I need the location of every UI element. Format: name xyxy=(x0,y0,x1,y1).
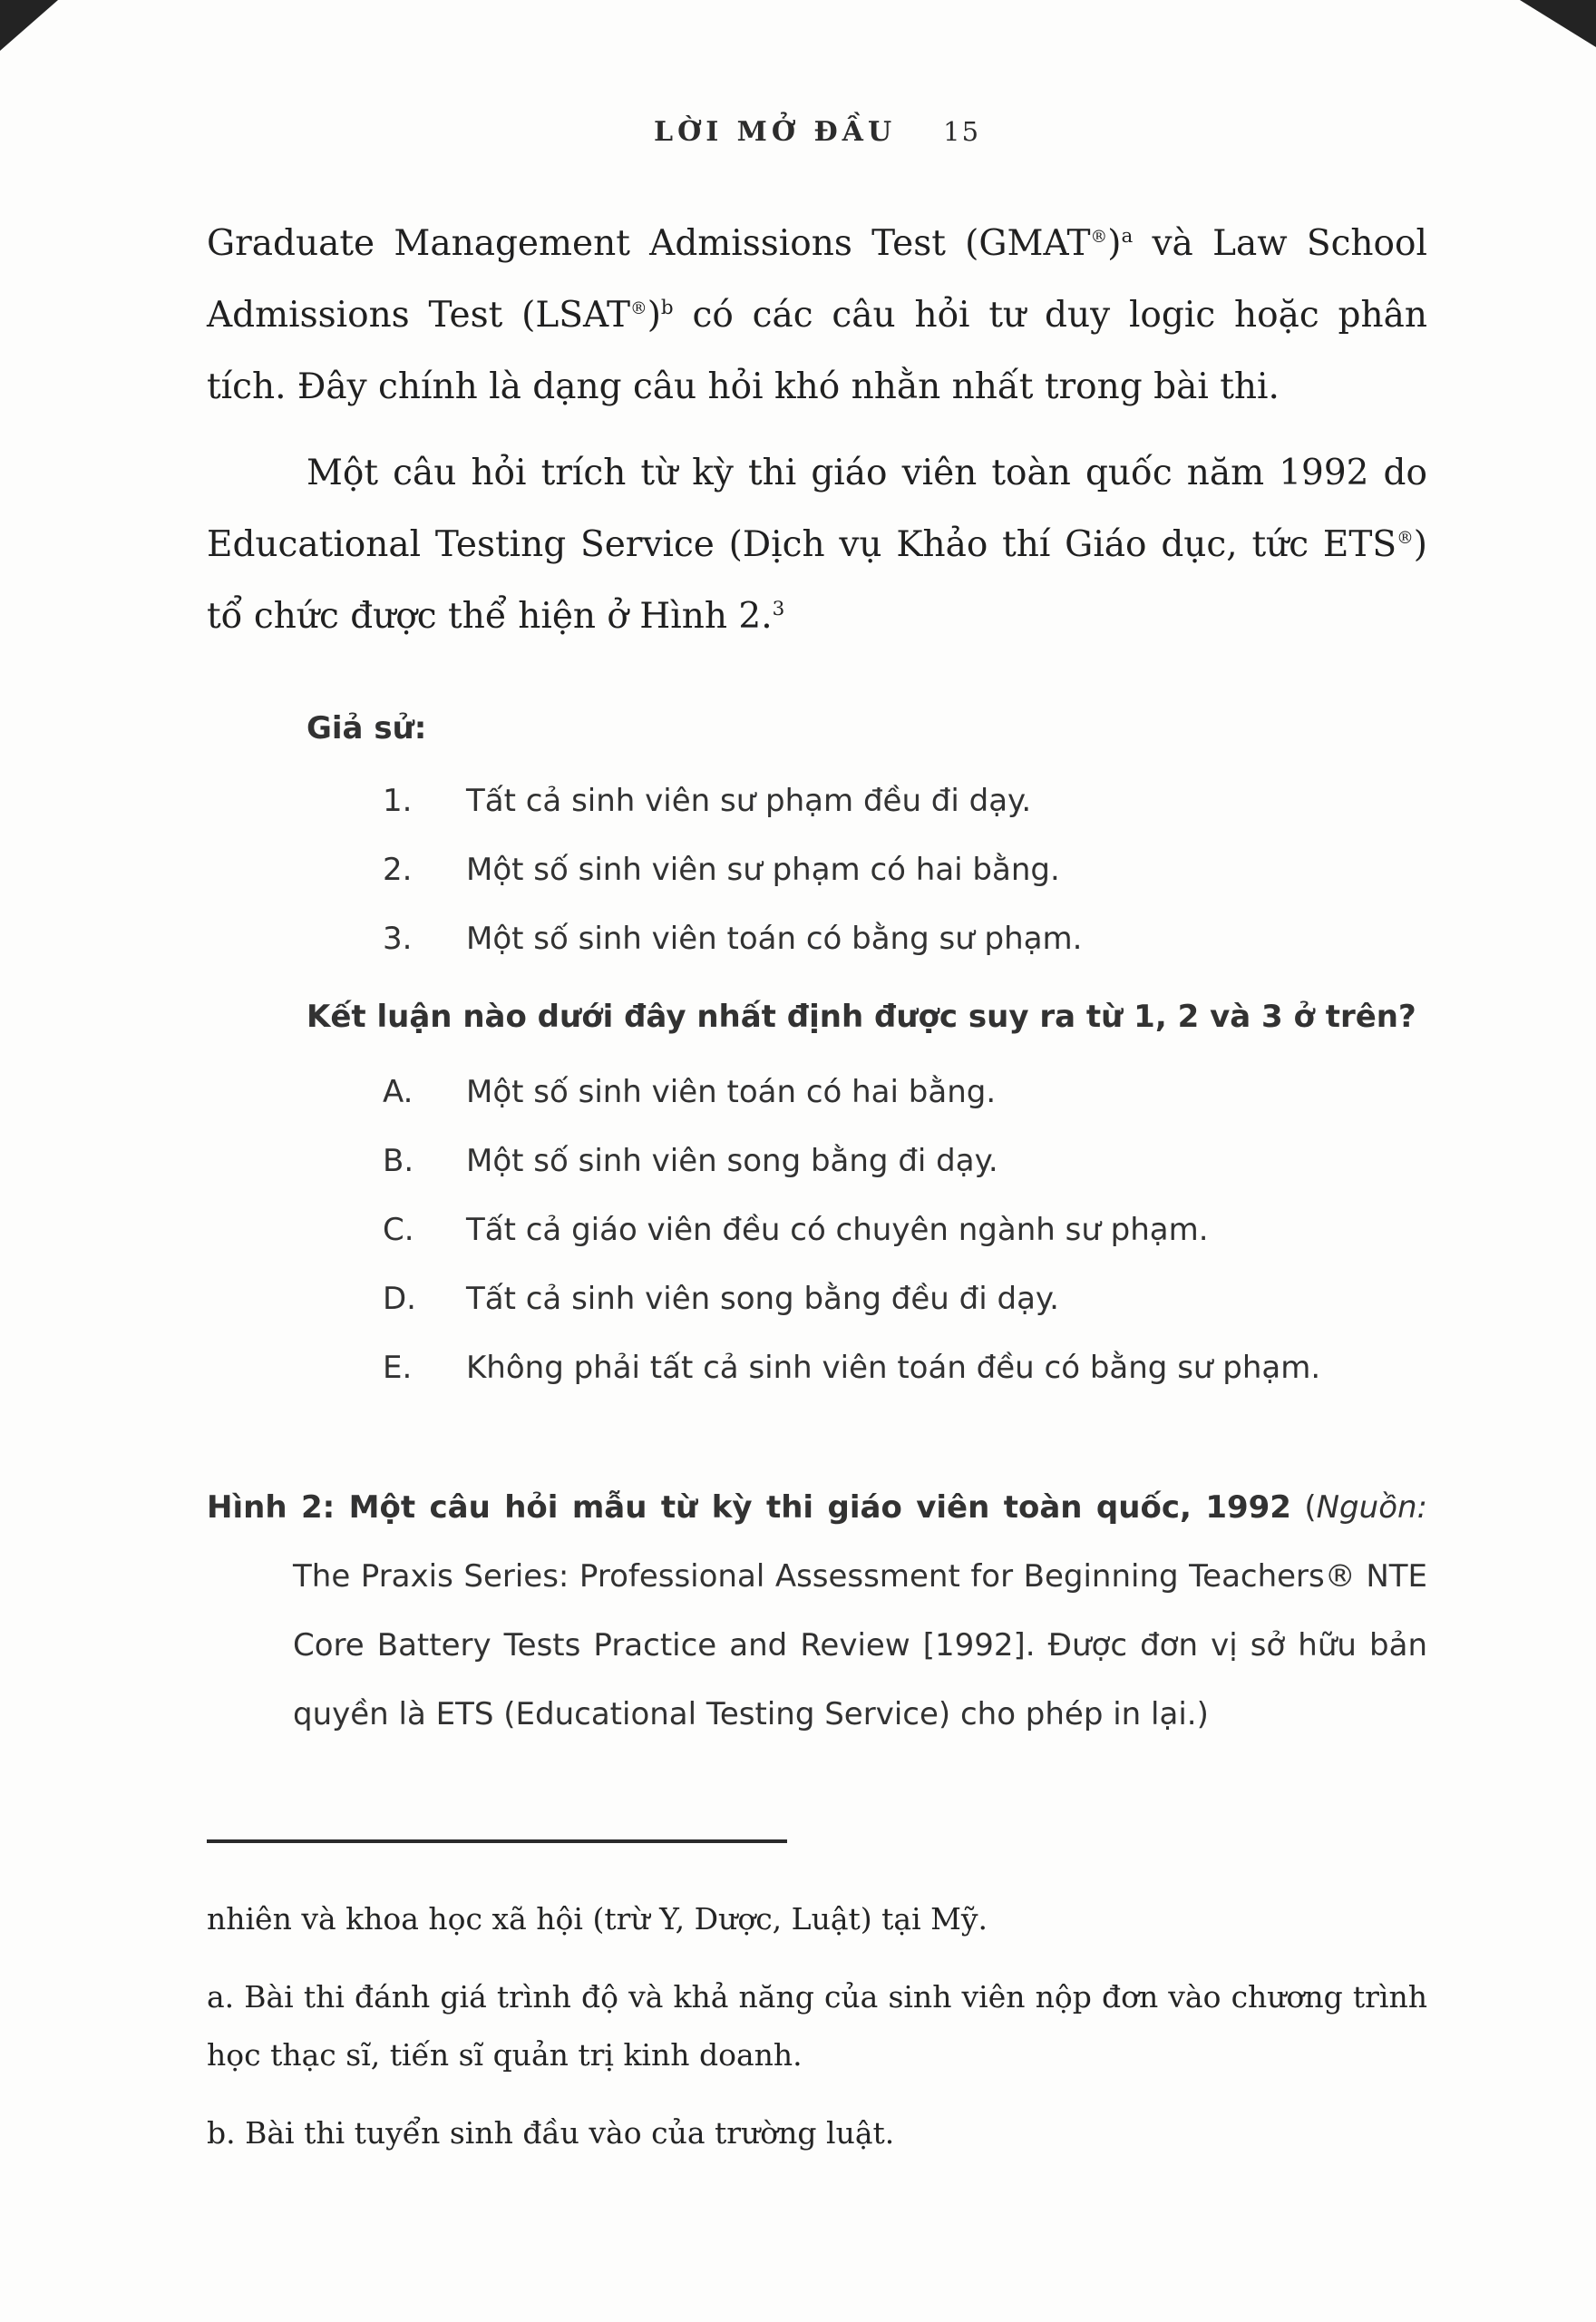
sample-text-2: ) tổ chức được thể hiện ở Hình 2. xyxy=(207,524,1427,637)
endnote-marker-3: 3 xyxy=(772,598,785,620)
figure-caption xyxy=(207,1473,1427,1749)
option-text: Tất cả giáo viên đều có chuyên ngành sư phạm. xyxy=(466,1212,1209,1249)
caption-paren: ( xyxy=(1290,1488,1317,1526)
question-prompt: Kết luận nào dưới đây nhất định được suy ra từ 1, 2 và 3 ở trên? xyxy=(307,998,1416,1035)
figure-caption-heading: Hình 2: Một câu hỏi mẫu từ kỳ thi giáo viên toàn quốc, 1992 xyxy=(207,1488,1291,1526)
intro-text-5: có các câu hỏi tư duy logic hoặc phân tích. Đây chính là dạng câu hỏi khó nhằn nhất trong bài thi. xyxy=(207,295,1427,407)
answer-option xyxy=(207,1141,1427,1183)
footnotes xyxy=(207,1890,1427,2162)
option-label: E. xyxy=(383,1350,413,1387)
premise-text: Một số sinh viên sư phạm có hai bằng. xyxy=(466,851,1060,888)
answer-option xyxy=(207,1072,1427,1114)
caption-source-text: The Praxis Series: Professional Assessment for Beginning Teachers® NTE Core Battery Tests Practice and Review [1992]. Được đơn vị sở hữu bản quyền là ETS (Educational Testing Service) cho phép in lại.) xyxy=(293,1557,1427,1732)
chapter-title: LỜI MỞ ĐẦU xyxy=(653,116,897,148)
footnote-b: b. Bài thi tuyển sinh đầu vào của trường luật. xyxy=(207,2114,895,2151)
page-body xyxy=(207,208,1427,2162)
question-intro: Giả sử: xyxy=(307,710,427,746)
option-label: A. xyxy=(383,1074,414,1111)
page-number: 15 xyxy=(943,116,981,147)
option-label: C. xyxy=(383,1212,414,1249)
premise-item xyxy=(207,850,1427,892)
footnote-marker-b: b xyxy=(660,297,674,319)
option-text: Tất cả sinh viên song bằng đều đi dạy. xyxy=(466,1281,1059,1318)
option-text: Một số sinh viên toán có hai bằng. xyxy=(466,1074,997,1111)
answer-option xyxy=(207,1348,1427,1390)
answer-option xyxy=(207,1279,1427,1321)
intro-text-2: ) xyxy=(1107,223,1122,264)
footnote-a: a. Bài thi đánh giá trình độ và khả năng của sinh viên nộp đơn vào chương trình học thạc sĩ, tiến sĩ quản trị kinh doanh. xyxy=(207,1978,1427,2073)
sample-question-paragraph xyxy=(207,437,1427,652)
sample-text-1: Một câu hỏi trích từ kỳ thi giáo viên toàn quốc năm 1992 do Educational Testing Service (Dịch vụ Khảo thí Giáo dục, tức ETS xyxy=(207,453,1427,565)
premise-number: 1. xyxy=(383,782,413,819)
registered-mark: ® xyxy=(630,299,647,318)
sample-exam-question xyxy=(207,708,1427,1390)
premise-item xyxy=(207,919,1427,961)
intro-text-4: ) xyxy=(647,295,661,336)
footnote-separator xyxy=(207,1839,787,1843)
footnote-continuation: nhiên và khoa học xã hội (trừ Y, Dược, Luật) tại Mỹ. xyxy=(207,1900,988,1937)
option-label: B. xyxy=(383,1143,414,1180)
premise-number: 3. xyxy=(383,920,413,957)
footnote-marker-a: a xyxy=(1121,225,1134,248)
premise-text: Một số sinh viên toán có bằng sư phạm. xyxy=(466,920,1083,957)
option-text: Không phải tất cả sinh viên toán đều có bằng sư phạm. xyxy=(466,1350,1321,1387)
premise-item xyxy=(207,781,1427,823)
page-header xyxy=(207,116,1427,148)
option-label: D. xyxy=(383,1281,416,1318)
premise-number: 2. xyxy=(383,851,413,888)
intro-paragraph xyxy=(207,208,1427,423)
caption-source-word: Nguồn: xyxy=(1316,1488,1427,1526)
intro-text-1: Graduate Management Admissions Test (GMAT xyxy=(207,223,1091,264)
option-text: Một số sinh viên song bằng đi dạy. xyxy=(466,1143,998,1180)
answer-option xyxy=(207,1210,1427,1252)
intro-text-3: và Law School Admissions Test (LSAT xyxy=(207,223,1427,336)
registered-mark: ® xyxy=(1090,228,1108,247)
registered-mark: ® xyxy=(1396,529,1414,548)
premise-text: Tất cả sinh viên sư phạm đều đi dạy. xyxy=(466,782,1032,819)
